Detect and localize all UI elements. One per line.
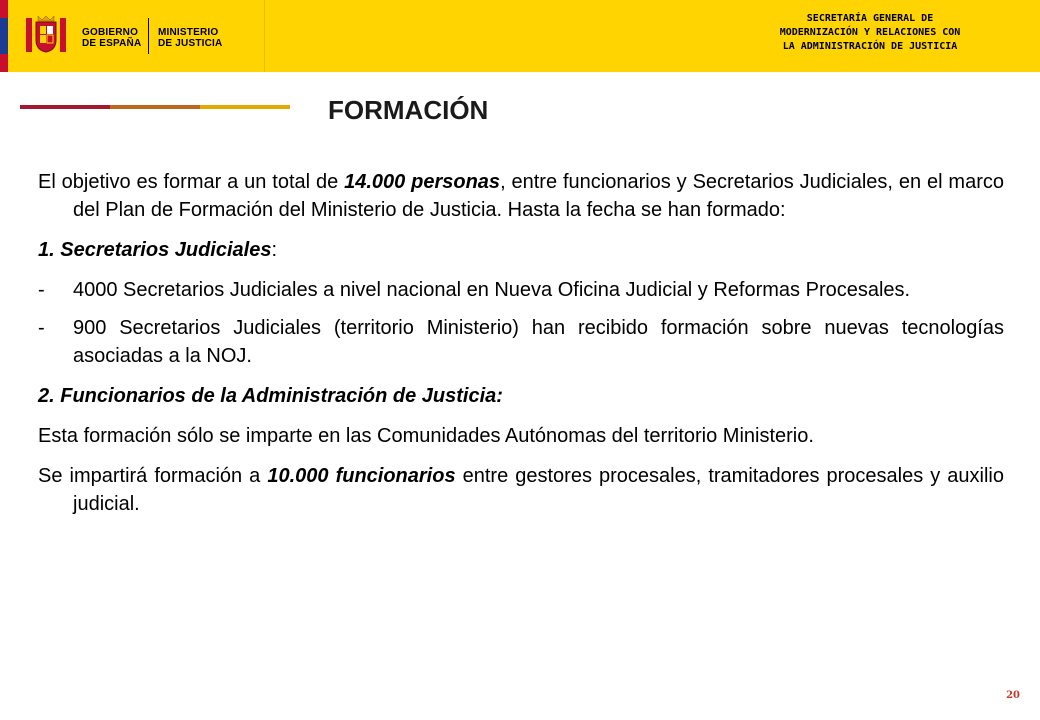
paragraph-comunidades: Esta formación sólo se imparte en las Comunidades Autónomas del territorio Ministerio. (38, 425, 814, 447)
list-item: - 4000 Secretarios Judiciales a nivel nacional en Nueva Oficina Judicial y Reformas Procesales. (38, 279, 911, 301)
government-logo (8, 0, 265, 72)
coat-of-arms-icon (22, 12, 70, 60)
eu-flag-icon (0, 18, 8, 54)
main-content (38, 168, 1004, 530)
page-number: 20 (1006, 690, 1020, 701)
header-bar (0, 0, 1040, 72)
section-heading-secretarios: 1. Secretarios Judiciales: (38, 239, 278, 261)
paragraph-funcionarios: Se impartirá formación a 10.000 funcionarios entre gestores procesales, tramitadores procesales y auxilio judicial. (38, 465, 1005, 515)
intro-paragraph: El objetivo es formar a un total de 14.000 personas, entre funcionarios y Secretarios Judiciales, en el marco del Plan de Formación del Ministerio de Justicia. Hasta la fecha se han formado: (38, 171, 1004, 221)
section-heading-funcionarios: 2. Funcionarios de la Administración de Justicia: (38, 385, 503, 407)
ministerio-label: MINISTERIO DE JUSTICIA (158, 27, 223, 49)
secretaria-heading: SECRETARÍA GENERAL DE MODERNIZACIÓN Y RELACIONES CON LA ADMINISTRACIÓN DE JUSTICIA (779, 13, 961, 52)
decorative-line-yellow (200, 105, 290, 109)
list-item: - 900 Secretarios Judiciales (territorio Ministerio) han recibido formación sobre nuevas tecnologías asociadas a la NOJ. (38, 317, 1004, 367)
gobierno-label: GOBIERNO DE ESPAÑA (82, 27, 142, 49)
logo-divider (148, 18, 149, 54)
page-title: FORMACIÓN (328, 95, 489, 125)
flag-strip (0, 0, 8, 72)
decorative-line-red (20, 105, 110, 109)
decorative-line-orange (110, 105, 200, 109)
